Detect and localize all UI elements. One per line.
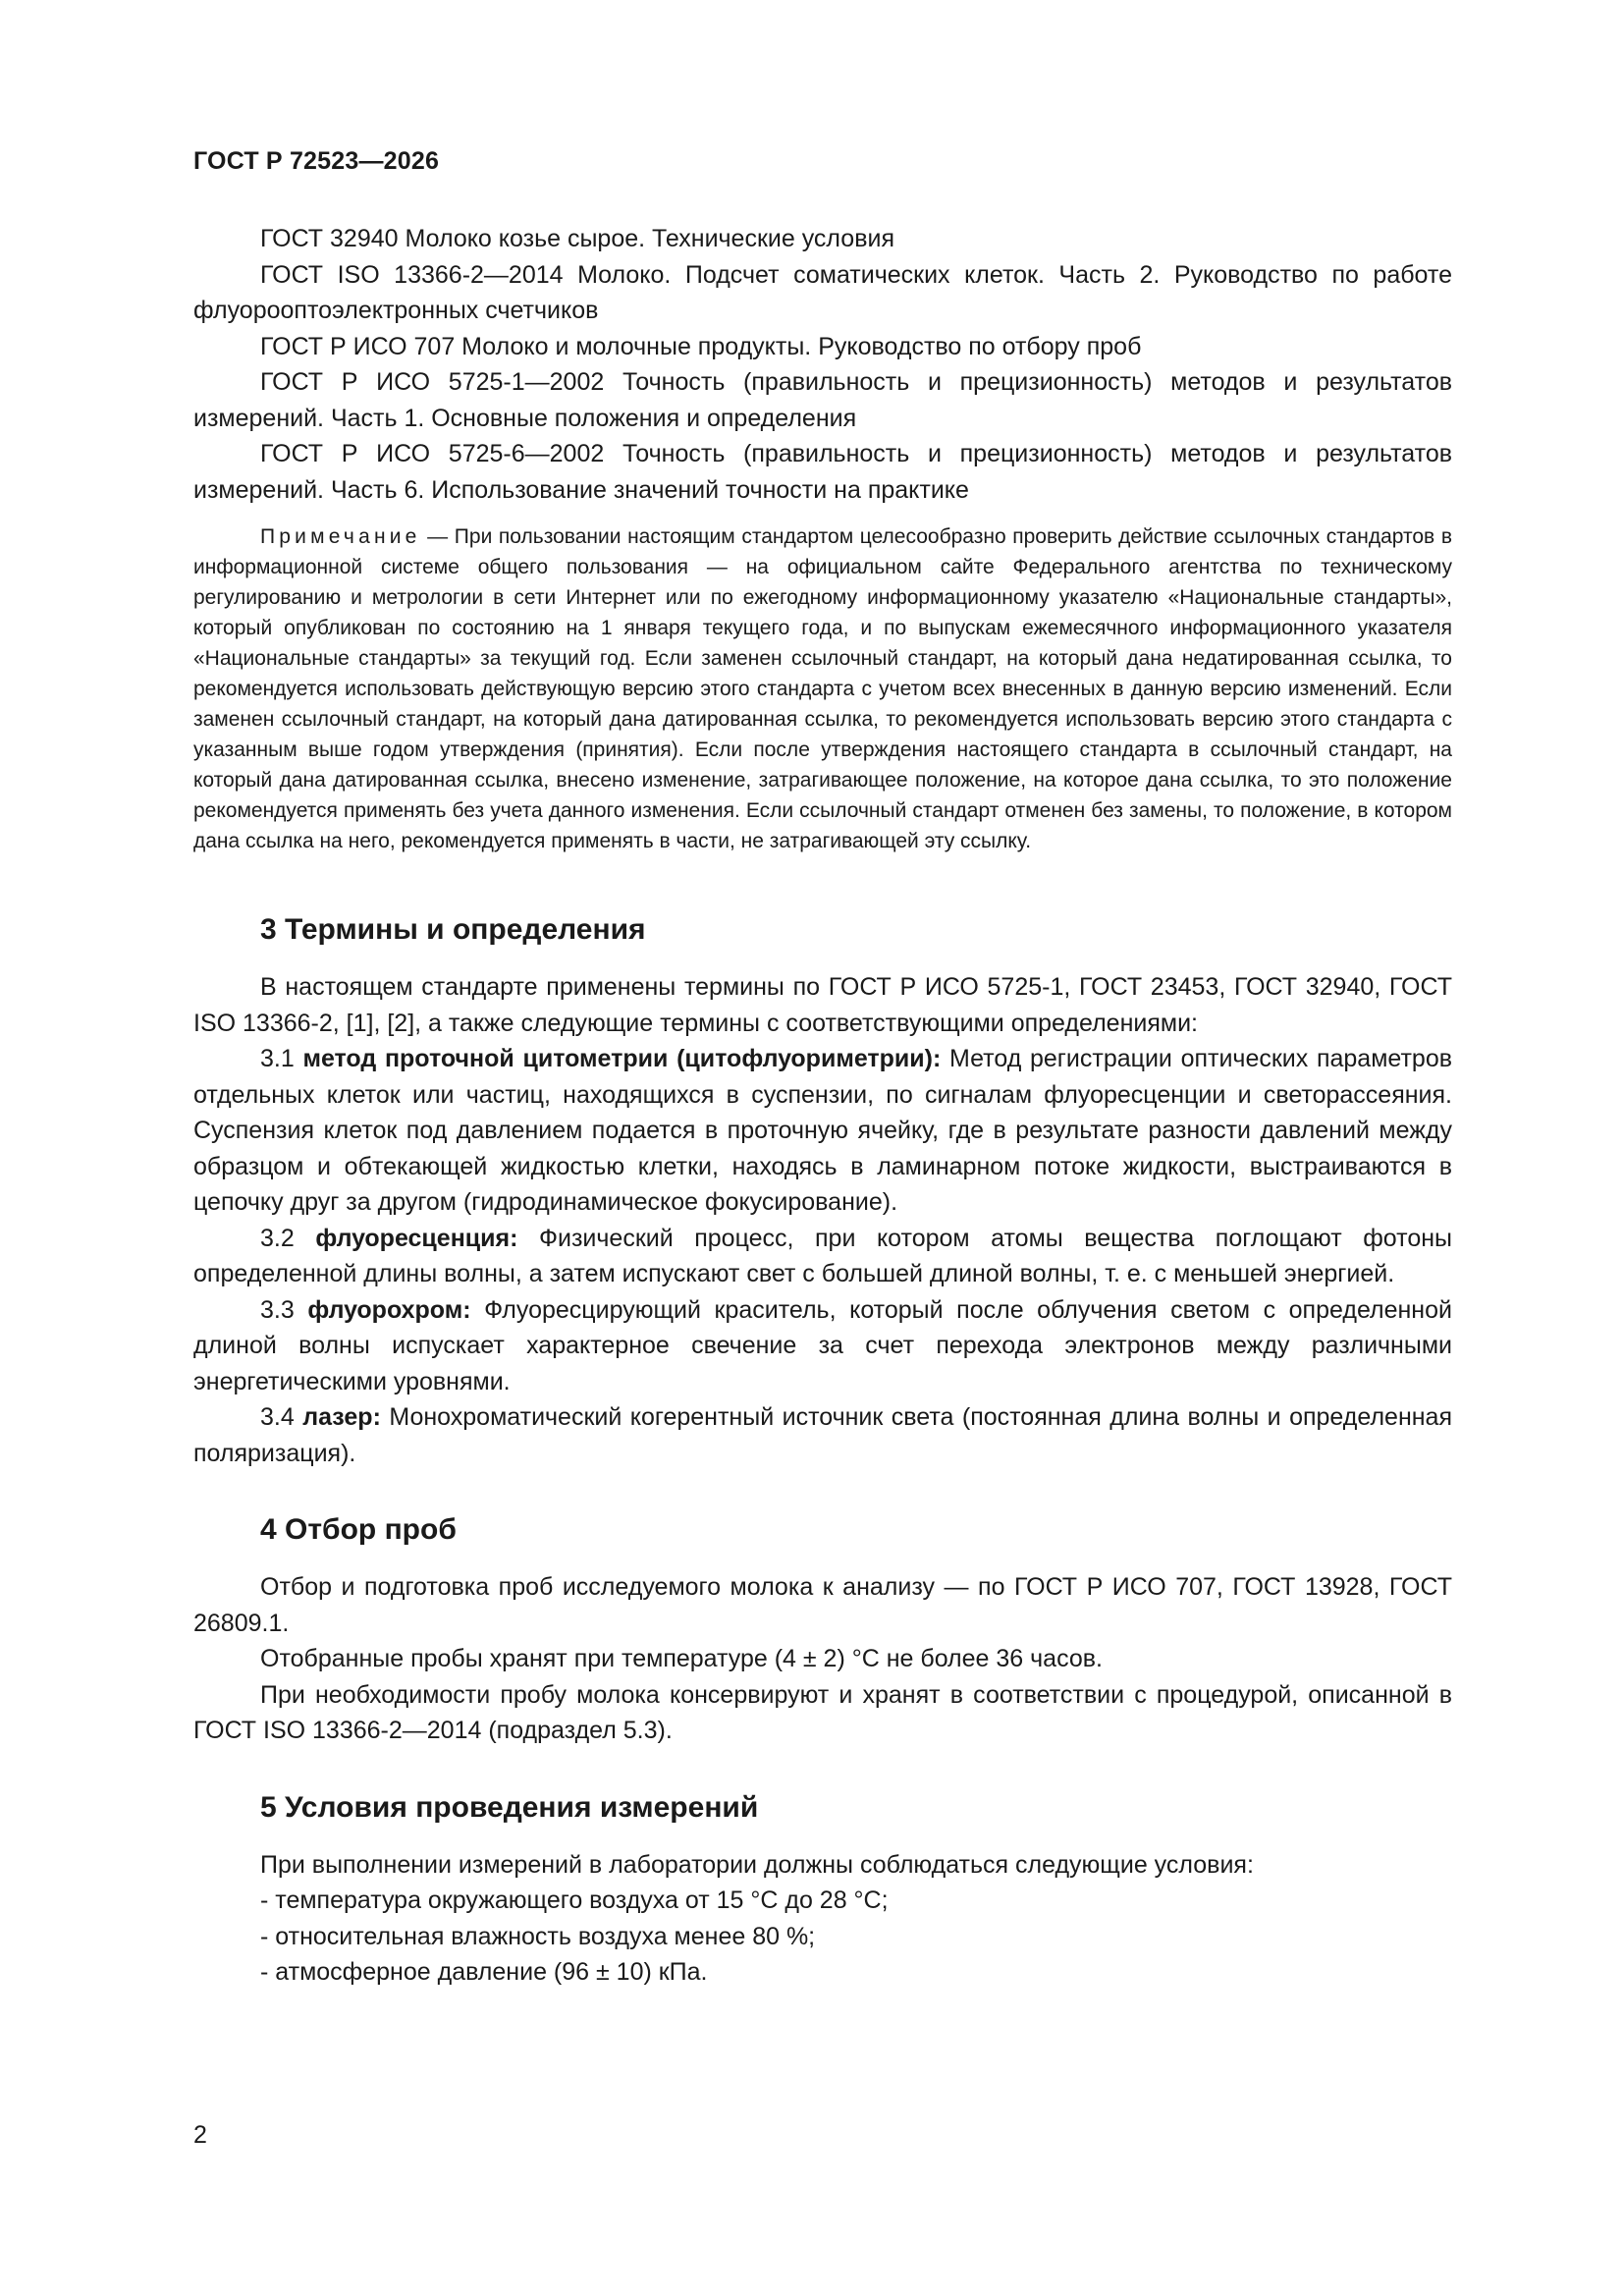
page-content	[193, 221, 1452, 1991]
section-4-paragraph: При необходимости пробу молока консервируют и хранят в соответствии с процедурой, описанной в ГОСТ ISO 13366-2—2014 (подраздел 5.3).	[193, 1680, 1452, 1744]
term-number: 3.4	[260, 1403, 303, 1431]
term-text: Физический процесс, при котором атомы вещества поглощают фотоны определенной длины волны, а затем испускают свет с большей длиной волны, т. е. с меньшей энергией.	[193, 1224, 1452, 1287]
list-item: - атмосферное давление (96 ± 10) кПа.	[260, 1958, 708, 1986]
section-4-heading: 4 Отбор проб	[260, 1513, 457, 1546]
term-definition	[193, 1399, 1452, 1471]
term-text: Флуоресцирующий краситель, который после облучения светом с определенной длиной волны испускает характерное свечение за счет перехода электронов между различными энергетическими уровнями.	[193, 1295, 1452, 1395]
term-name: флуорохром:	[307, 1295, 471, 1324]
reference-item: ГОСТ ISO 13366-2—2014 Молоко. Подсчет соматических клеток. Часть 2. Руководство по работе флуорооптоэлектронных счетчиков	[193, 260, 1452, 324]
term-definition	[193, 1041, 1452, 1221]
term-number: 3.1	[260, 1045, 303, 1072]
section-4-paragraph: Отобранные пробы хранят при температуре (4 ± 2) °С не более 36 часов.	[260, 1645, 1103, 1672]
term-number: 3.3	[260, 1295, 308, 1324]
term-text: Монохроматический когерентный источник света (постоянная длина волны и определенная поляризация).	[193, 1403, 1452, 1467]
note-text: — При пользовании настоящим стандартом целесообразно проверить действие ссылочных стандартов в информационной системе общего пользования — на официальном сайте Федерального агентства по техническому регулированию и метрологии в сети Интернет или по ежегодному информационному указателю «Национальные стандарты», который опубликован по состоянию на 1 января текущего года, и по выпускам ежемесячного информационного указателя «Национальные стандарты» за текущий год. Если заменен ссылочный стандарт, на который дана недатированная ссылка, то рекомендуется использовать действующую версию этого стандарта с учетом всех внесенных в данную версию изменений. Если заменен ссылочный стандарт, на который дана датированная ссылка, то рекомендуется использовать версию этого стандарта с указанным выше годом утверждения (принятия). Если после утверждения настоящего стандарта в ссылочный стандарт, на который дана датированная ссылка, внесено изменение, затрагивающее положение, на которое дана ссылка, то это положение рекомендуется применять без учета данного изменения. Если ссылочный стандарт отменен без замены, то положение, в котором дана ссылка на него, рекомендуется применять в части, не затрагивающей эту ссылку.	[193, 525, 1452, 852]
section-3-intro: В настоящем стандарте применены термины по ГОСТ Р ИСО 5725-1, ГОСТ 23453, ГОСТ 32940, ГОСТ ISO 13366-2, [1], [2], а также следующие термины с соответствующими определениями:	[193, 973, 1452, 1037]
term-name: лазер:	[302, 1403, 381, 1431]
running-header: ГОСТ Р 72523—2026	[193, 147, 440, 175]
note-label: Примечание	[260, 525, 421, 548]
conditions-list	[193, 1883, 1452, 1991]
page-number: 2	[193, 2121, 207, 2149]
reference-item: ГОСТ Р ИСО 5725-1—2002 Точность (правильность и прецизионность) методов и результатов измерений. Часть 1. Основные положения и определения	[193, 368, 1452, 432]
section-5-intro: При выполнении измерений в лаборатории должны соблюдаться следующие условия:	[260, 1850, 1254, 1879]
section-3-heading: 3 Термины и определения	[260, 913, 646, 946]
reference-item: ГОСТ Р ИСО 707 Молоко и молочные продукты. Руководство по отбору проб	[260, 332, 1142, 360]
list-item: - относительная влажность воздуха менее 80 %;	[260, 1922, 816, 1950]
reference-item: ГОСТ 32940 Молоко козье сырое. Технические условия	[260, 225, 894, 252]
term-name: метод проточной цитометрии (цитофлуориметрии):	[302, 1045, 942, 1072]
note-paragraph	[193, 521, 1452, 856]
term-name: флуоресценция:	[315, 1224, 518, 1252]
term-number: 3.2	[260, 1224, 316, 1252]
term-definition	[193, 1292, 1452, 1400]
term-text: Метод регистрации оптических параметров отдельных клеток или частиц, находящихся в суспензии, по сигналам флуоресценции и светорассеяния. Суспензия клеток под давлением подается в проточную ячейку, где в результате разности давлений между образцом и обтекающей жидкостью клетки, находясь в ламинарном потоке жидкости, выстраиваются в цепочку друг за другом (гидродинамическое фокусирование).	[193, 1045, 1452, 1216]
term-definition	[193, 1221, 1452, 1292]
list-item: - температура окружающего воздуха от 15 °С до 28 °С;	[260, 1886, 889, 1914]
reference-item: ГОСТ Р ИСО 5725-6—2002 Точность (правильность и прецизионность) методов и результатов измерений. Часть 6. Использование значений точности на практике	[193, 440, 1452, 504]
section-5-heading: 5 Условия проведения измерений	[260, 1790, 759, 1824]
section-4-paragraph: Отбор и подготовка проб исследуемого молока к анализу — по ГОСТ Р ИСО 707, ГОСТ 13928, ГОСТ 26809.1.	[193, 1573, 1452, 1637]
